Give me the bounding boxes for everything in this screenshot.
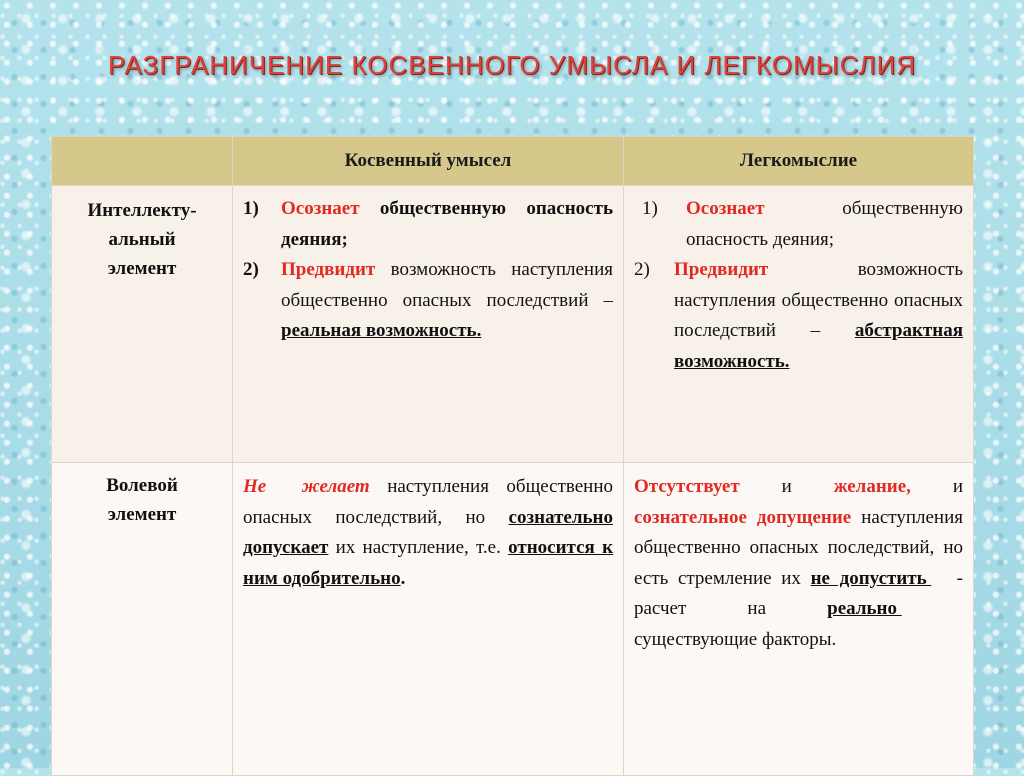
keyword: Осознает [281, 198, 360, 219]
cell-text: существующие факторы. [634, 628, 837, 650]
cell-negligence-intellectual [624, 186, 974, 463]
list-item [243, 255, 613, 347]
comparison-table [51, 136, 974, 776]
cell-text: и [952, 476, 964, 497]
item-text: общественную опасность деяния; [281, 198, 613, 250]
cell-text: наступления общественно опасных последствий, но [243, 476, 613, 528]
header-corner [52, 137, 233, 186]
cell-text: расчет на [634, 598, 767, 619]
item-number: 2) [243, 259, 259, 280]
label-line: альный [108, 229, 176, 250]
keyword: желание, [833, 476, 911, 497]
underline-gap [927, 564, 957, 595]
keyword: сознательное допущение [634, 506, 852, 528]
slide-title: РАЗГРАНИЧЕНИЕ КОСВЕННОГО УМЫСЛА И ЛЕГКОМЫСЛИЯ [107, 50, 917, 80]
item-text: общественную опасность деяния; [686, 198, 963, 250]
table-header-row [52, 137, 974, 186]
label-line: элемент [107, 258, 177, 279]
list-item [634, 194, 963, 255]
item-text: возможность наступления общественно опасных последствий – [674, 259, 963, 341]
row-label-volitional [52, 463, 233, 776]
header-negligence: Легкомыслие [624, 137, 974, 186]
keyword: Не желает [243, 476, 370, 497]
keyword: Осознает [686, 198, 765, 219]
underline-gap [897, 594, 963, 625]
keyword: Предвидит [281, 259, 376, 280]
emphasis-underlined: реально [827, 598, 897, 619]
cell-text: наступления общественно опасных последствий, но есть стремление их [634, 506, 963, 589]
item-number: 1) [243, 198, 259, 219]
emphasis-underlined: относится к ним одобрительно [243, 537, 614, 589]
keyword: Отсутствует [634, 476, 740, 497]
list-item [634, 255, 963, 377]
item-number: 2) [634, 259, 650, 280]
table-row [52, 186, 974, 463]
keyword: Предвидит [674, 259, 769, 280]
label-line: элемент [107, 504, 177, 525]
item-text: возможность наступления общественно опасных последствий – [281, 259, 614, 311]
cell-indirect-volitional [233, 463, 624, 776]
emphasis-underlined: реальная возможность. [281, 320, 482, 341]
label-line: Волевой [106, 475, 178, 496]
cell-text: . [400, 567, 406, 589]
table-row [52, 463, 974, 776]
row-label-intellectual [52, 186, 233, 463]
label-line: Интеллекту- [87, 200, 197, 221]
header-indirect-intent: Косвенный умысел [233, 137, 624, 186]
list-item [243, 194, 613, 255]
cell-text: - [956, 567, 963, 589]
cell-negligence-volitional [624, 463, 974, 776]
cell-text: и [781, 476, 792, 497]
cell-indirect-intellectual [233, 186, 624, 463]
cell-text: их наступление, т.е. [335, 537, 501, 558]
emphasis-underlined: не допустить [810, 567, 927, 589]
emphasis-underlined: сознательно допускает [243, 506, 613, 558]
emphasis-underlined: абстрактная возможность. [674, 320, 963, 372]
item-number: 1) [642, 198, 658, 219]
